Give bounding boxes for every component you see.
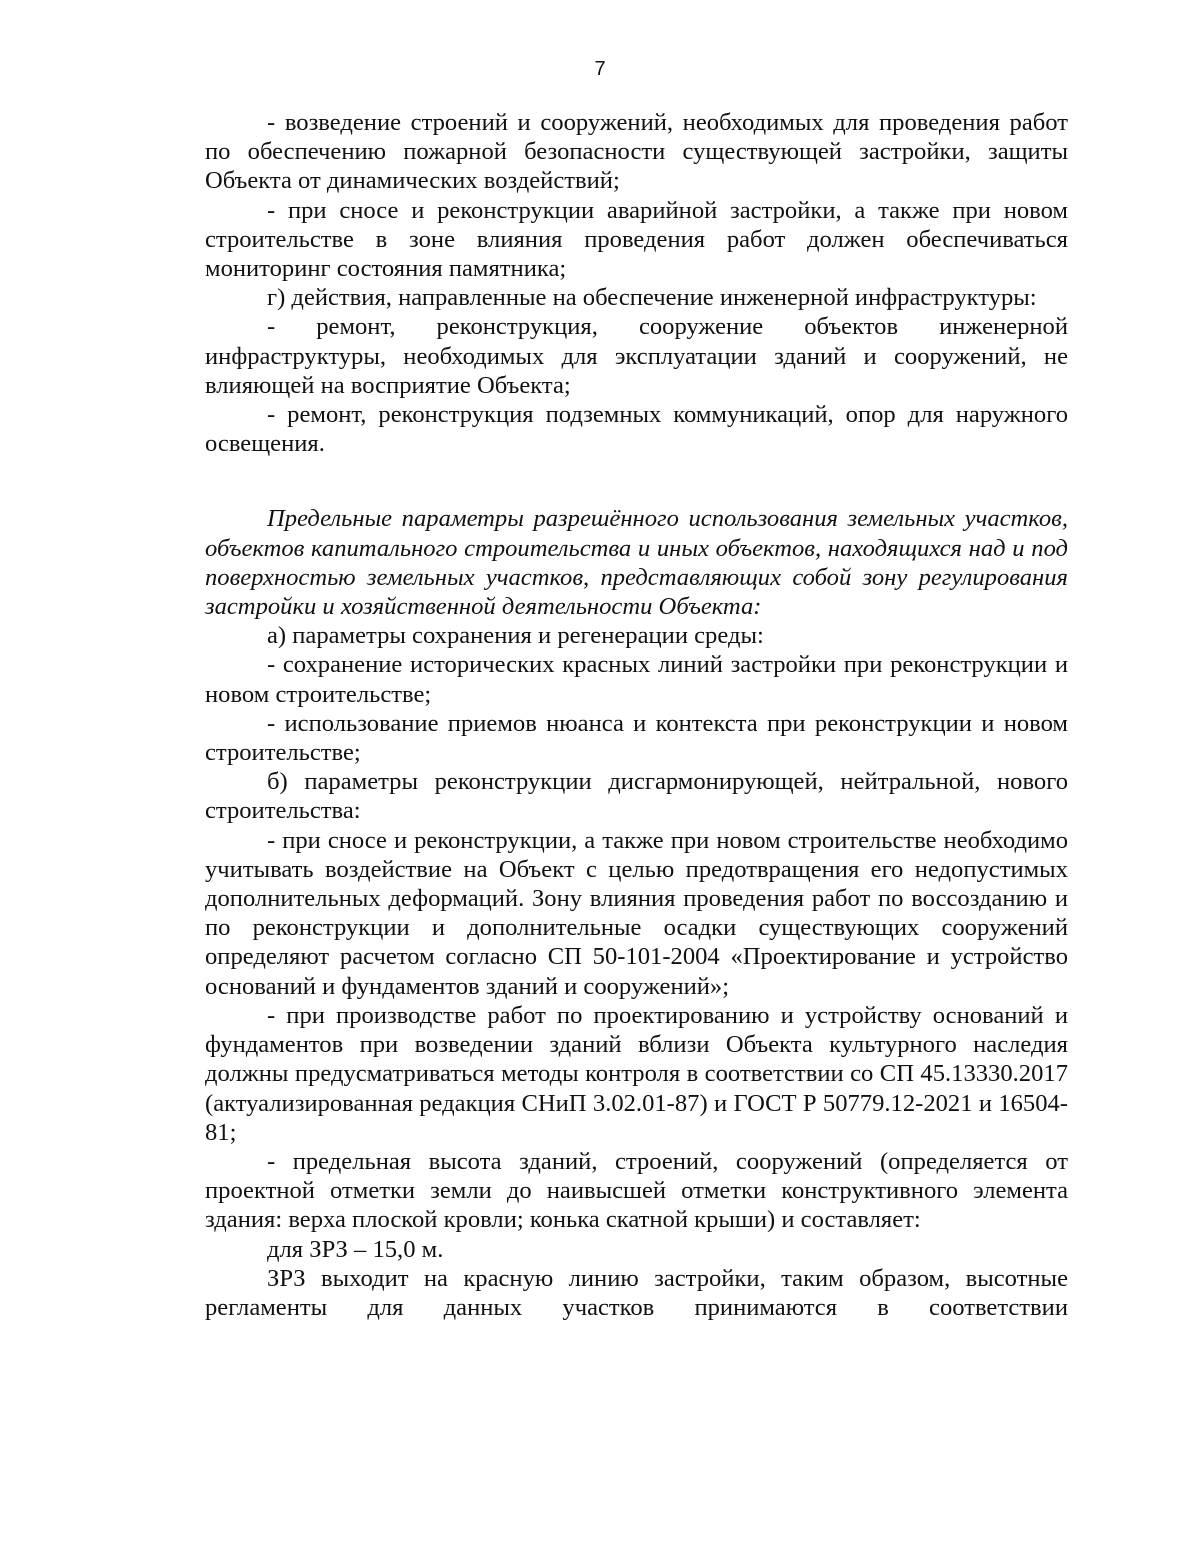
paragraph-monitoring: - при сносе и реконструкции аварийной застройки, а также при новом строительстве в зоне влияния проведения работ должен обеспечиваться мониторинг состояния памятника; [205,196,1068,283]
paragraph-nuance-context: - использование приемов нюанса и контекста при реконструкции и новом строительстве; [205,709,1068,767]
section-gap [205,458,1068,504]
paragraph-engineering-repair: - ремонт, реконструкция, сооружение объектов инженерной инфраструктуры, необходимых для эксплуатации зданий и сооружений, не влияющей на восприятие Объекта; [205,313,1068,399]
page-number: 7 [594,58,606,80]
paragraph-deformation-control: - при сносе и реконструкции, а также при новом строительстве необходимо учитывать воздействие на Объект с целью предотвращения его недопустимых дополнительных деформаций. Зону влияния проведения работ по воссозданию и по реконструкции и дополнительные осадки существующих сооружений определяют расчетом согласно СП 50-101-2004 «Проектирование и устройство оснований и фундаментов зданий и сооружений»; [205,826,1068,1000]
paragraph-construction-fire-safety: - возведение строений и сооружений, необходимых для проведения работ по обеспечению пожарной безопасности существующей застройки, защиты Объекта от динамических воздействий; [205,109,1068,195]
paragraph-height-limit: - предельная высота зданий, строений, сооружений (определяется от проектной отметки земли до наивысшей отметки конструктивного элемента здания: верха плоской кровли; конька скатной крыши) и составляет: [205,1147,1068,1234]
paragraph-foundation-methods: - при производстве работ по проектированию и устройству оснований и фундаментов при возведении зданий вблизи Объекта культурного наследия должны предусматриваться методы контроля в соответствии со СП 45.13330.2017 (актуализированная редакция СНиП 3.02.01-87) и ГОСТ Р 50779.12-2021 и 16504-81; [205,1001,1068,1146]
paragraph-reconstruction-params: б) параметры реконструкции дисгармонирующей, нейтральной, нового строительства: [205,768,1068,825]
paragraph-underground-repair: - ремонт, реконструкция подземных коммуникаций, опор для наружного освещения. [205,401,1068,458]
paragraph-environment-params: а) параметры сохранения и регенерации среды: [267,622,764,650]
document-body [205,108,1068,1322]
paragraph-zrz-height: для ЗРЗ – 15,0 м. [267,1235,444,1263]
section-heading: Предельные параметры разрешённого использования земельных участков, объектов капитального строительства и иных объектов, находящихся над и под поверхностью земельных участков, представляющих собой зону регулирования застройки и хозяйственной деятельности Объекта: [205,505,1068,621]
paragraph-red-lines: - сохранение исторических красных линий застройки при реконструкции и новом строительстве; [205,651,1068,708]
paragraph-zrz-red-line: ЗРЗ выходит на красную линию застройки, таким образом, высотные регламенты для данных участков принимаются в соответствии [205,1264,1068,1321]
paragraph-engineering-actions: г) действия, направленные на обеспечение инженерной инфраструктуры: [267,284,1037,312]
